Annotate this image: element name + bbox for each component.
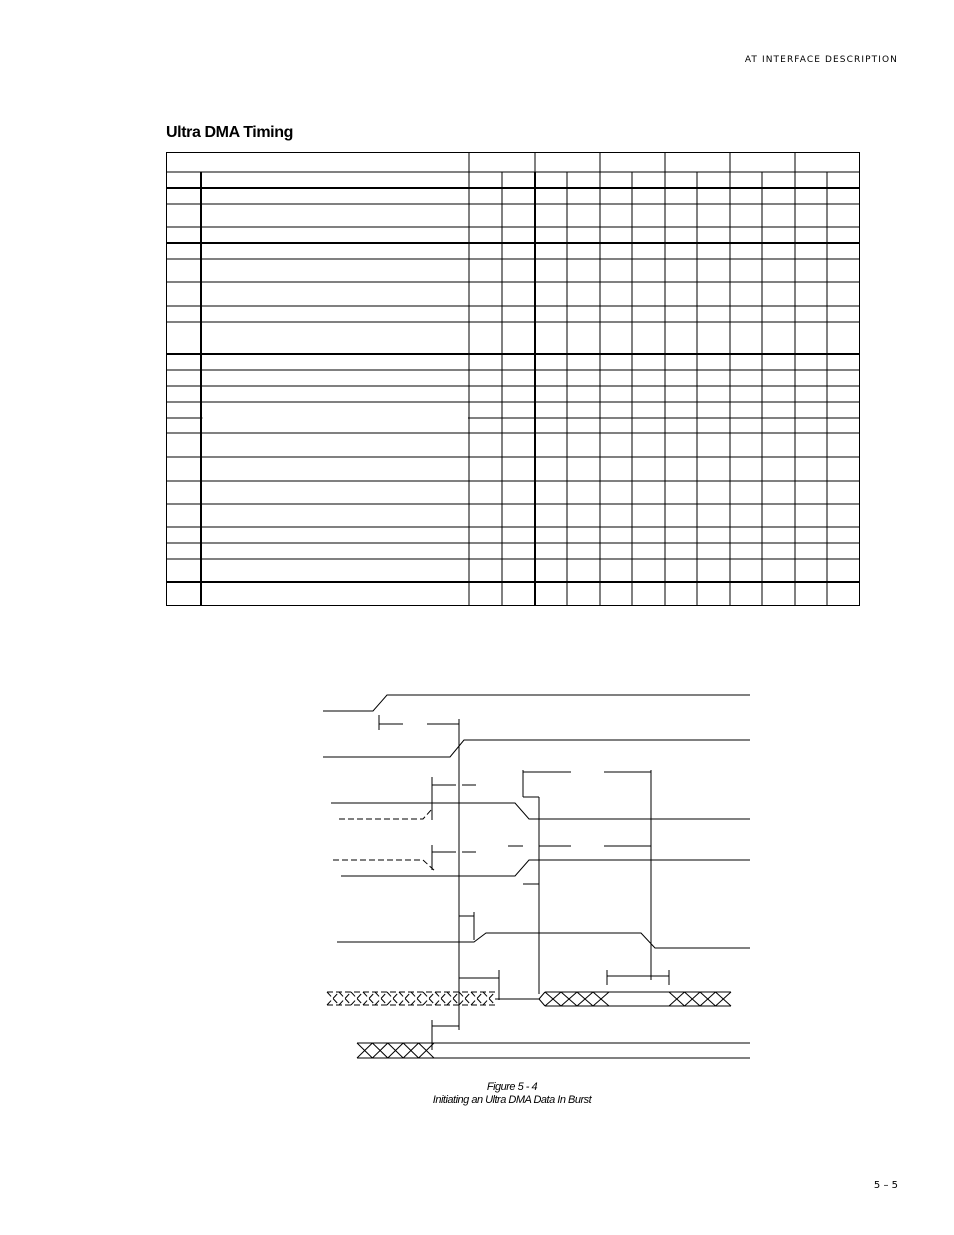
- bus-crossing: [561, 992, 577, 1006]
- bus-crossing: [685, 992, 701, 1006]
- bus-crossing: [372, 1043, 387, 1058]
- table-merged-cell: [203, 416, 469, 420]
- figure-label: Figure 5 - 4: [486, 1081, 538, 1093]
- bus-crossing-dashed: [471, 992, 483, 1005]
- signal-waveform-1: [323, 695, 750, 711]
- bus-crossing-dashed: [375, 992, 387, 1005]
- bus-crossing-dashed: [423, 992, 435, 1005]
- bus-crossing-dashed: [327, 992, 339, 1005]
- bus-crossing-dashed: [447, 992, 459, 1005]
- bus-crossing-dashed: [483, 992, 495, 1005]
- bus-crossing: [388, 1043, 403, 1058]
- bus-crossing: [357, 1043, 372, 1058]
- bus-crossing-dashed: [351, 992, 363, 1005]
- bus-edge: [539, 992, 545, 999]
- bus-crossing: [716, 992, 732, 1006]
- bus-crossing: [372, 1043, 387, 1058]
- bus-crossing-dashed: [435, 992, 447, 1005]
- bus-crossing: [593, 992, 609, 1006]
- signal-waveform-3: [331, 803, 750, 819]
- figure-caption: [0, 1081, 954, 1107]
- bus-crossing-dashed: [375, 992, 387, 1005]
- bus-crossing: [357, 1043, 372, 1058]
- bus-crossing: [545, 992, 561, 1006]
- signal-waveform-4: [341, 860, 750, 876]
- bus-crossing: [388, 1043, 403, 1058]
- bus-crossing: [669, 992, 685, 1006]
- bus-crossing-dashed: [351, 992, 363, 1005]
- bus-crossing: [403, 1043, 418, 1058]
- bus-crossing: [685, 992, 701, 1006]
- bus-crossing-dashed: [387, 992, 399, 1005]
- bus-crossing-dashed: [435, 992, 447, 1005]
- bus-crossing: [716, 992, 732, 1006]
- bus-crossing-dashed: [339, 992, 351, 1005]
- figure-title: Initiating an Ultra DMA Data In Burst: [432, 1094, 592, 1106]
- bus-crossing-dashed: [327, 992, 339, 1005]
- bus-crossing-dashed: [483, 992, 495, 1005]
- bus-crossing-dashed: [423, 992, 435, 1005]
- signal-waveform-4-dashed: [333, 860, 436, 872]
- bus-crossing-dashed: [411, 992, 423, 1005]
- bus-crossing-dashed: [399, 992, 411, 1005]
- bus-crossing: [561, 992, 577, 1006]
- running-header: AT INTERFACE DESCRIPTION: [744, 55, 898, 65]
- bus-crossing: [577, 992, 593, 1006]
- bus-crossing-dashed: [459, 992, 471, 1005]
- table-frame: [167, 153, 860, 606]
- bus-crossing-dashed: [387, 992, 399, 1005]
- bus-crossing: [545, 992, 561, 1006]
- section-title: Ultra DMA Timing: [166, 124, 293, 141]
- timing-table: [166, 152, 860, 606]
- bus-crossing-dashed: [471, 992, 483, 1005]
- bus-crossing: [593, 992, 609, 1006]
- bus-crossing: [669, 992, 685, 1006]
- bus-crossing: [403, 1043, 418, 1058]
- bus-crossing-dashed: [339, 992, 351, 1005]
- bus-crossing: [577, 992, 593, 1006]
- bus-crossing: [419, 1043, 434, 1058]
- bus-crossing-dashed: [411, 992, 423, 1005]
- bus-edge: [539, 999, 545, 1006]
- bus-crossing-dashed: [363, 992, 375, 1005]
- bus-crossing-dashed: [399, 992, 411, 1005]
- page-number: 5 – 5: [873, 1180, 898, 1191]
- signal-waveform-2: [323, 740, 750, 757]
- bus-crossing: [700, 992, 716, 1006]
- bus-crossing-dashed: [459, 992, 471, 1005]
- bus-crossing-dashed: [447, 992, 459, 1005]
- signal-waveform-5: [337, 933, 750, 948]
- bus-crossing-dashed: [363, 992, 375, 1005]
- bus-crossing: [700, 992, 716, 1006]
- bus-crossing: [419, 1043, 434, 1058]
- signal-waveform-3-dashed: [339, 809, 432, 819]
